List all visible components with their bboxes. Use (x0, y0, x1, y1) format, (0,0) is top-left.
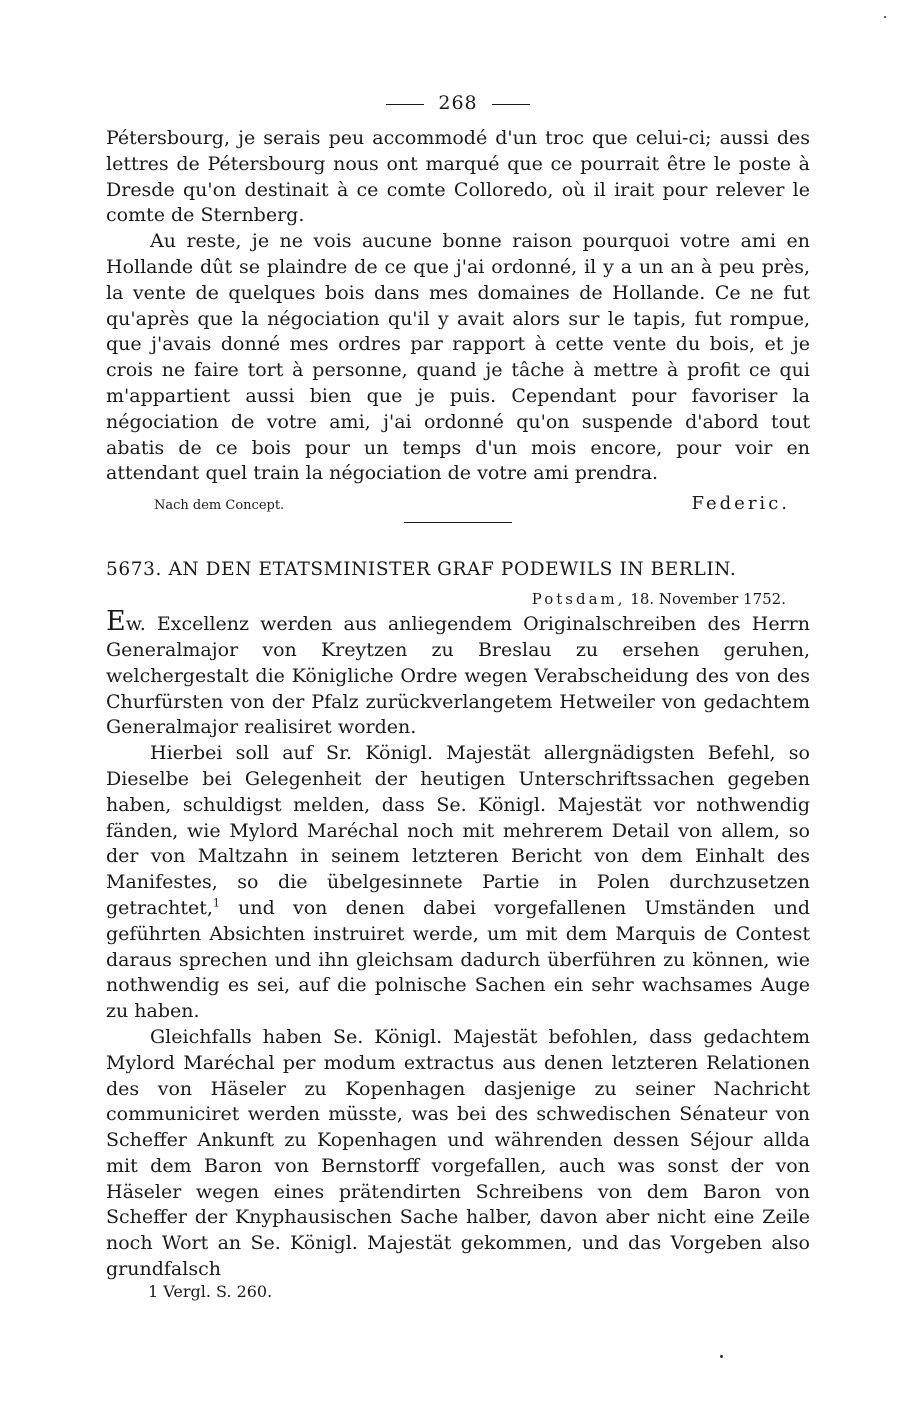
letter-text: w. Excellenz werden aus anliegendem Originalschreiben des Herrn Generalmajor von Kreytzen zu Breslau zu ersehen geruhen, welchergestalt die Königliche Ordre wegen Verabscheidung des von des Churfürsten von der Pfalz zurückverlangetem Hetweiler von gedachtem Generalmajor realisiret worden. (106, 613, 810, 739)
source-note: Nach dem Concept. (154, 498, 285, 514)
paper-speck (720, 1355, 723, 1358)
signature: Federic. (691, 493, 790, 515)
letter-paragraph (106, 741, 810, 1025)
head-dash-left (386, 104, 424, 105)
dateline (106, 590, 810, 608)
page-body (106, 92, 810, 1283)
footnote-mark: 1 (148, 1282, 159, 1301)
paragraph: Au reste, je ne vois aucune bonne raison pourquoi votre ami en Hollande dût se plaindre de ce que j'ai ordonné, il y a un an à peu près, la vente de quelques bois dans mes domaines de Hollande. Ce ne fut qu'après que la négociation qu'il y avait alors sur le tapis, fut rompue, que j'avais donné mes ordres par rapport à cette vente du bois, et je crois ne faire tort à personne, quand je tâche à mettre à profit ce qui m'appartient aussi bien que je puis. Cependant pour favoriser la négociation de votre ami, j'ai ordonné qu'on suspende d'abord tout abatis de ce bois pour un temps d'un mois encore, pour voir en attendant quel train la négociation de votre ami prendra. (106, 230, 810, 485)
letter-text: und von denen dabei vorgefallenen Umständen und geführten Absichten instruiret werde, um mit dem Marquis de Contest daraus sprechen und ihn gleichsam dadurch überführen zu können, wie nothwendig es sei, auf die polnische Sachen ein sehr wachsames Auge zu haben. (106, 896, 810, 1023)
footnote-reference: 1 (212, 896, 220, 910)
paper-speck (884, 16, 886, 18)
footnote-text: Vergl. S. 260. (158, 1282, 273, 1301)
date-text: 18. November 1752. (625, 590, 786, 609)
footnote (148, 1282, 272, 1301)
letter-paragraph: Gleichfalls haben Se. Königl. Majestät befohlen, dass gedachtem Mylord Maréchal per modum extractus aus denen letzteren Relationen des von Häseler zu Kopenhagen dasjenige zu seiner Nachricht communiciret werden müsste, was bei des schwedischen Sénateur von Scheffer Ankunft zu Kopenhagen und währenden dessen Séjour allda mit dem Baron von Bernstorff vorgefallen, auch was sonst der von Häseler wegen eines prätendirten Schreibens von dem Baron von Scheffer der Knyphausischen Sache halber, davon aber nicht eine Zeile noch Wort an Se. Königl. Majestät gekommen, und das Vorgeben also grundfalsch (106, 1025, 810, 1281)
letter-body (106, 606, 810, 1283)
letter-closing (106, 493, 810, 514)
letter-text: Hierbei soll auf Sr. Königl. Majestät allergnädigsten Befehl, so Dieselbe bei Gelegenheit der heutigen Unterschriftssachen gegeben haben, schuldigst melden, dass Se. Königl. Majestät vor nothwendig fänden, wie Mylord Maréchal noch mit mehrerem Detail von allem, so der von Maltzahn in seinem letzteren Bericht von dem Einhalt des Manifestes, so die übelgesinnete Partie in Polen durchzusetzen getrachtet, (106, 742, 810, 919)
document-heading: 5673. AN DEN ETATSMINISTER GRAF PODEWILS IN BERLIN. (106, 559, 737, 581)
page-number: 268 (438, 92, 478, 114)
paragraph-continued: Pétersbourg, je serais peu accommodé d'un troc que celui-ci; aussi des lettres de Pétersbourg nous ont marqué que ce pourrait être le poste à Dresde qu'on destinait à ce comte Colloredo, où il irait pour relever le comte de Sternberg. (106, 127, 810, 227)
running-head (106, 92, 810, 114)
letter-paragraph (106, 606, 810, 741)
date-place: Potsdam, (531, 590, 626, 609)
initial-letter: E (106, 606, 126, 638)
section-divider (404, 522, 512, 523)
head-dash-right (492, 104, 530, 105)
